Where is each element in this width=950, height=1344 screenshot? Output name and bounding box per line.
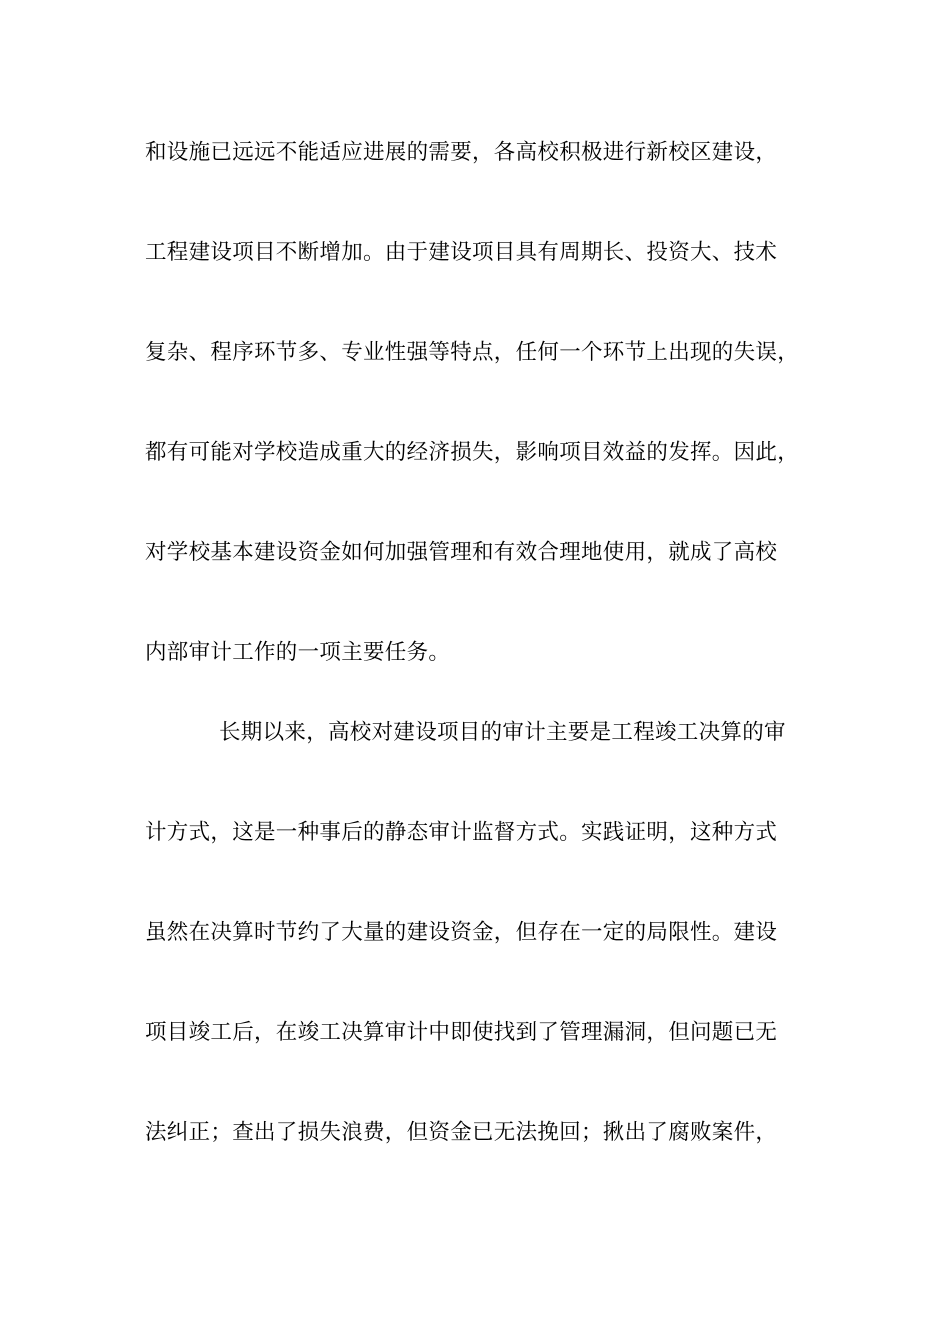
text-line-9: 虽然在决算时节约了大量的建设资金，但存在一定的局限性。建设 bbox=[145, 920, 778, 945]
text-line-6: 内部审计工作的一项主要任务。 bbox=[145, 640, 451, 665]
text-line-5: 对学校基本建设资金如何加强管理和有效合理地使用，就成了高校 bbox=[145, 540, 778, 565]
text-line-1: 和设施已远远不能适应进展的需要，各高校积极进行新校区建设， bbox=[145, 140, 778, 165]
text-line-11: 法纠正；查出了损失浪费，但资金已无法挽回；揪出了腐败案件， bbox=[145, 1120, 778, 1145]
text-line-10: 项目竣工后，在竣工决算审计中即使找到了管理漏洞，但问题已无 bbox=[145, 1020, 778, 1045]
text-line-4: 都有可能对学校造成重大的经济损失，影响项目效益的发挥。因此， bbox=[145, 440, 800, 465]
text-line-7: 长期以来，高校对建设项目的审计主要是工程竣工决算的审 bbox=[219, 720, 786, 745]
text-line-8: 计方式，这是一种事后的静态审计监督方式。实践证明，这种方式 bbox=[145, 820, 778, 845]
text-line-2: 工程建设项目不断增加。由于建设项目具有周期长、投资大、技术 bbox=[145, 240, 778, 265]
text-line-3: 复杂、程序环节多、专业性强等特点，任何一个环节上出现的失误， bbox=[145, 340, 800, 365]
